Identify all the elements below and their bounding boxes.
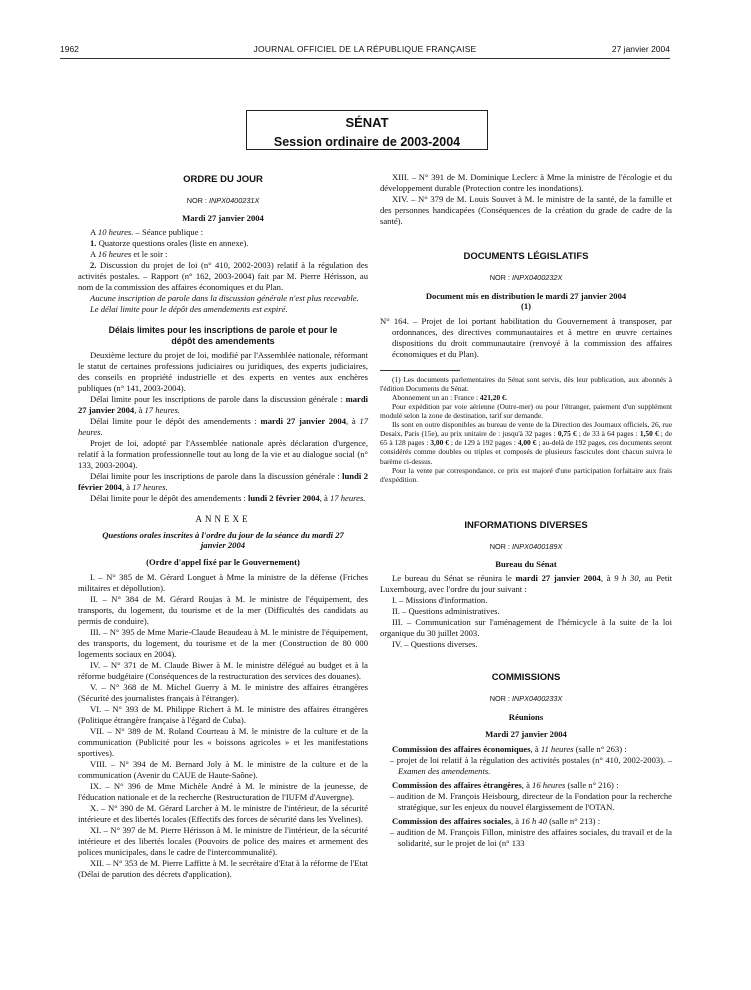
commissions-nor: NOR : INPX0400233X bbox=[489, 694, 563, 704]
delais-d6: Délai limite pour le dépôt des amendements : lundi 2 février 2004, à 17 heures. bbox=[90, 492, 366, 503]
footnote-1: (1) Les documents parlementaires du Sénat sont servis, dès leur publication, aux abonnés à l'édition Documents du Sénat. bbox=[380, 375, 672, 394]
infos-nor: NOR : INPX0400189X bbox=[489, 541, 563, 551]
question-item: XIII. – N° 391 de M. Dominique Leclerc à Mme la ministre de l'écologie et du développement durable (Protection contre les inondations). bbox=[380, 172, 672, 193]
infos-item: III. – Communication sur l'aménagement de l'hémicycle à la suite de la loi organique du 30 juillet 2003. bbox=[380, 617, 672, 639]
ordre-p4: 2. Discussion du projet de loi (n° 410, 2002-2003) relatif à la régulation des activités postales. – Rapport (n° 162, 2003-2004) fait par M. Pierre Hérisson, au nom de la commission des affaires économiques et du Plan. bbox=[78, 260, 368, 293]
senat-title-box bbox=[246, 110, 488, 150]
ordre-heading: ORDRE DU JOUR bbox=[183, 174, 263, 185]
delais-d2: Délai limite pour les inscriptions de parole dans la discussion générale : mardi 27 janvier 2004, à 17 heures. bbox=[78, 393, 368, 415]
delais-heading: Délais limites pour les inscriptions de parole et pour le dépôt des amendements bbox=[108, 325, 338, 346]
annexe-heading: ANNEXE bbox=[195, 513, 251, 524]
question-item: VII. – N° 389 de M. Roland Courteau à M. le ministre de la culture et de la communication (Publicité pour les « boissons agricoles » et les manifestations sportives). bbox=[78, 725, 368, 758]
annexe-order: (Ordre d'appel fixé par le Gouvernement) bbox=[146, 556, 300, 567]
commissions-heading: COMMISSIONS bbox=[491, 672, 561, 684]
commission-2: Commission des affaires étrangères, à 16 heures (salle n° 216) : bbox=[392, 779, 619, 790]
page-number: 1962 bbox=[60, 44, 79, 54]
infos-sub: Bureau du Sénat bbox=[495, 559, 557, 570]
ordre-p1: A 10 heures. – Séance publique : bbox=[90, 227, 204, 238]
delais-d3: Délai limite pour le dépôt des amendements : mardi 27 janvier 2004, à 17 heures. bbox=[78, 415, 368, 437]
ordre-p2: 1. Quatorze questions orales (liste en annexe). bbox=[90, 238, 249, 249]
left-column bbox=[78, 172, 368, 880]
documents-nor: NOR : INPX0400232X bbox=[489, 273, 563, 283]
footnote-2: Abonnement un an : France : 421,20 €. bbox=[392, 393, 508, 403]
infos-items bbox=[380, 595, 672, 650]
page-header bbox=[60, 44, 670, 58]
delais-d1: Deuxième lecture du projet de loi, modifié par l'Assemblée nationale, réformant le statut de certaines professions judiciaires ou juridiques, des experts judiciaires, des conseils en propriété industrielle et des experts en ventes aux enchères publiques (n° 141, 2003-2004). bbox=[78, 349, 368, 393]
documents-sub: Document mis en distribution le mardi 27 janvier 2004 (1) bbox=[425, 291, 627, 312]
ordre-nor: NOR : INPX0400231X bbox=[186, 196, 260, 206]
question-item: X. – N° 390 de M. Gérard Larcher à M. le ministre de l'intérieur, de la sécurité intérieure et des libertés locales (Effectifs des forces de sécurité dans les Yvelines). bbox=[78, 802, 368, 824]
commission-3-item: – audition de M. François Fillon, ministre des affaires sociales, du travail et de la solidarité, sur le projet de loi (n° 133 bbox=[390, 826, 672, 848]
infos-item: II. – Questions administratives. bbox=[392, 606, 500, 617]
infos-item: I. – Missions d'information. bbox=[392, 595, 488, 606]
question-item: V. – N° 368 de M. Michel Guerry à M. le ministre des affaires étrangères (Sécurité des journalistes français à l'étranger). bbox=[78, 681, 368, 703]
right-column bbox=[380, 172, 672, 849]
commission-3: Commission des affaires sociales, à 16 h 40 (salle n° 213) : bbox=[392, 815, 601, 826]
question-item: VIII. – N° 394 de M. Bernard Joly à M. le ministre de la culture et de la communication (Avenir du CAUE de Haute-Saône). bbox=[78, 758, 368, 780]
infos-p1: Le bureau du Sénat se réunira le mardi 27 janvier 2004, à 9 h 30, au Petit Luxembourg, avec l'ordre du jour suivant : bbox=[380, 573, 672, 595]
senat-title: SÉNAT bbox=[345, 115, 389, 130]
commission-1-item: – projet de loi relatif à la régulation des activités postales (n° 410, 2002-2003). – Examen des amendements. bbox=[390, 754, 672, 776]
ordre-p3: A 16 heures et le soir : bbox=[90, 249, 168, 260]
question-item: IX. – N° 396 de Mme Michèle André à M. le ministre de la jeunesse, de l'éducation nationale et de la recherche (Restructuration de l'IUFM d'Auvergne). bbox=[78, 780, 368, 802]
commission-2-item: – audition de M. François Heisbourg, directeur de la Fondation pour la recherche stratégique, sur les enjeux du nouvel élargissement de l'OTAN. bbox=[390, 790, 672, 812]
session-title: Session ordinaire de 2003-2004 bbox=[273, 134, 461, 149]
question-item: XII. – N° 353 de M. Pierre Laffitte à M. le secrétaire d'Etat à la réforme de l'Etat (Délai de parution des décrets d'application). bbox=[78, 857, 368, 879]
question-item: VI. – N° 393 de M. Philippe Richert à M. le ministre des affaires étrangères (Politique étrangère française à l'égard de Cuba). bbox=[78, 703, 368, 725]
annexe-subtitle: Questions orales inscrites à l'ordre du jour de la séance du mardi 27 janvier 2004 bbox=[102, 530, 344, 551]
question-item: II. – N° 384 de M. Gérard Roujas à M. le ministre de l'équipement, des transports, du logement, du tourisme et de la mer (Difficultés des candidats au permis de conduire). bbox=[78, 593, 368, 626]
delais-d4: Projet de loi, adopté par l'Assemblée nationale après déclaration d'urgence, relatif à la formation professionnelle tout au long de la vie et au dialogue social (n° 133, 2003-2004). bbox=[78, 437, 368, 470]
infos-item: IV. – Questions diverses. bbox=[392, 639, 478, 650]
question-item: III. – N° 395 de Mme Marie-Claude Beaudeau à M. le ministre de l'équipement, des transports, du logement, du tourisme et de la mer (Construction de 80 000 logements sociaux en 2004). bbox=[78, 626, 368, 659]
commissions-sub: Réunions bbox=[508, 711, 544, 722]
question-item: I. – N° 385 de M. Gérard Longuet à Mme la ministre de la défense (Friches militaires et dépollution). bbox=[78, 571, 368, 593]
header-rule bbox=[60, 58, 670, 59]
questions-list-right bbox=[380, 172, 672, 227]
question-item: XIV. – N° 379 de M. Louis Souvet à M. le ministre de la santé, de la famille et des personnes handicapées (Conséquences de la création du grade de cadre de la santé). bbox=[380, 194, 672, 226]
delais-d5: Délai limite pour les inscriptions de parole dans la discussion générale : lundi 2 février 2004, à 17 heures. bbox=[78, 470, 368, 492]
commission-1: Commission des affaires économiques, à 11 heures (salle n° 263) : bbox=[392, 743, 627, 754]
infos-heading: INFORMATIONS DIVERSES bbox=[464, 519, 588, 531]
footnote-3: Pour expédition par voie aérienne (Outre-mer) ou pour l'étranger, paiement d'un supplément modulé selon la zone de destination, tarif sur demande. bbox=[380, 402, 672, 421]
ordre-date: Mardi 27 janvier 2004 bbox=[182, 213, 264, 224]
journal-title: JOURNAL OFFICIEL DE LA RÉPUBLIQUE FRANÇAISE bbox=[253, 44, 477, 54]
documents-item: N° 164. – Projet de loi portant habilitation du Gouvernement à transposer, par ordonnances, des directives communautaires et à mettre en œuvre certaines dispositions du droit communautaire (renvoyé à la commission des affaires économiques et du Plan). bbox=[380, 316, 672, 360]
documents-heading: DOCUMENTS LÉGISLATIFS bbox=[463, 251, 589, 262]
footnote-4: Ils sont en outre disponibles au bureau de vente de la Direction des Journaux officiels, 26, rue Desaix, Paris (15e), au prix unitaire de : jusqu'à 32 pages : 0,75 € ; de 33 à 64 pages : 1,50 € ; de 65 à 128 pages : 3,00 € ; de 129 à 192 pages : 4,00 € ; au-delà de 192 pages, ces documents seront considérés comme doubles ou triples et composés de plusieurs fascicules dont chacun suivra le barème ci-dessus. bbox=[380, 420, 672, 466]
commissions-date: Mardi 27 janvier 2004 bbox=[485, 728, 567, 739]
question-item: IV. – N° 371 de M. Claude Biwer à M. le ministre délégué au budget et à la réforme budgétaire (Conséquences de la restructuration des services des douanes). bbox=[78, 659, 368, 681]
footnote-5: Pour la vente par correspondance, ce prix est majoré d'une participation forfaitaire aux frais d'expédition. bbox=[380, 465, 672, 484]
ordre-p6: Le délai limite pour le dépôt des amendements est expiré. bbox=[90, 304, 288, 315]
question-item: XI. – N° 397 de M. Pierre Hérisson à M. le ministre de l'intérieur, de la sécurité intérieure et des libertés locales (Pouvoirs de police des maires et armement des polices municipales, dans le cadre de l'intercommunalité). bbox=[78, 824, 368, 857]
header-date: 27 janvier 2004 bbox=[611, 44, 670, 54]
questions-list-left bbox=[78, 572, 368, 880]
ordre-p5: Aucune inscription de parole dans la discussion générale n'est plus recevable. bbox=[90, 293, 359, 304]
footnote-rule bbox=[380, 370, 460, 371]
